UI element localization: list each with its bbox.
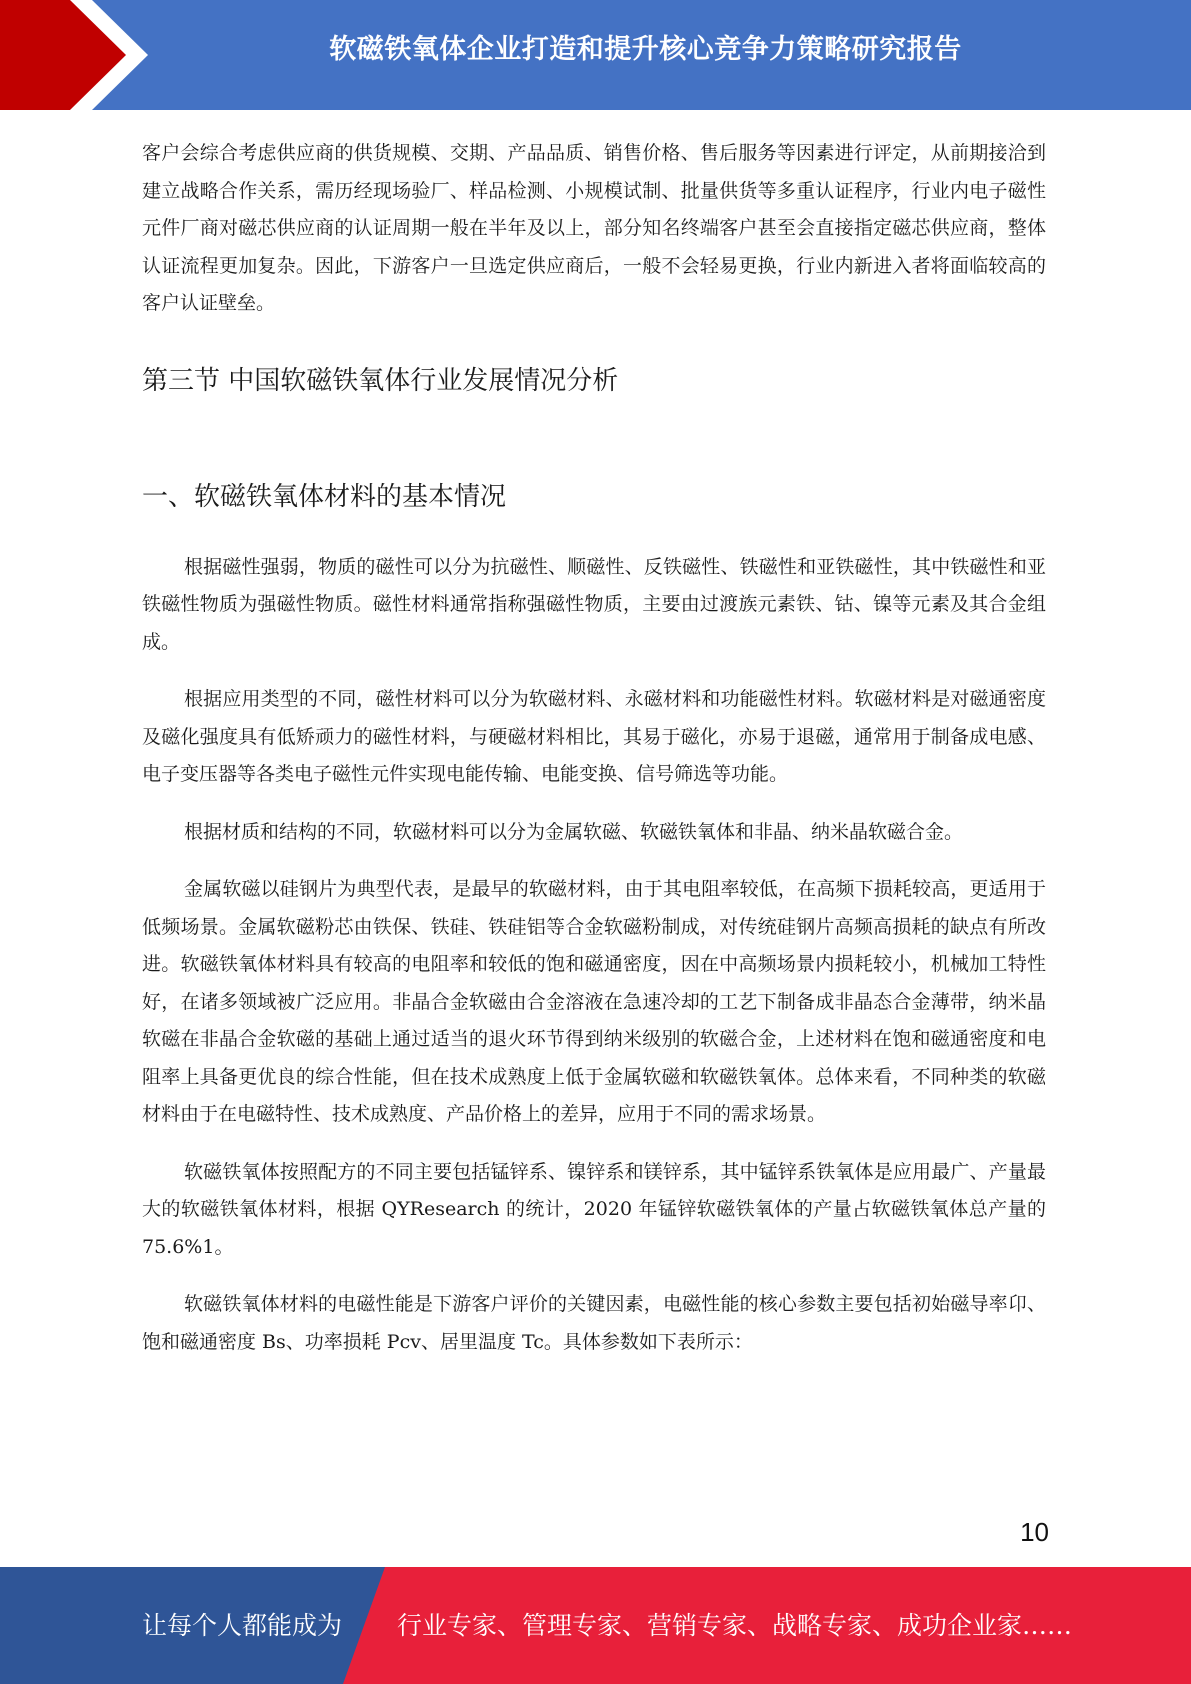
page-number: 10 [1020,1517,1049,1547]
intro-paragraph: 客户会综合考虑供应商的供货规模、交期、产品品质、销售价格、售后服务等因素进行评定，从前期接洽到建立战略合作关系，需历经现场验厂、样品检测、小规模试制、批量供货等多重认证程序，行业内电子磁性元件厂商对磁芯供应商的认证周期一般在半年及以上，部分知名终端客户甚至会直接指定磁芯供应商，整体认证流程更加复杂。因此，下游客户一旦选定供应商后，一般不会轻易更换，行业内新进入者将面临较高的客户认证壁垒。 [142,142,1046,314]
body-paragraph: 根据材质和结构的不同，软磁材料可以分为金属软磁、软磁铁氧体和非晶、纳米晶软磁合金。 [184,820,964,843]
footer-slogan-left: 让每个人都能成为 [142,1611,343,1640]
body-paragraph: 软磁铁氧体按照配方的不同主要包括锰锌系、镍锌系和镁锌系，其中锰锌系铁氧体是应用最广、产量最大的软磁铁氧体材料，根据 QYResearch 的统计，2020 年锰锌软磁铁氧体的产量占软磁铁氧体总产量的 75.6%1。 [142,1160,1046,1258]
body-paragraph: 软磁铁氧体材料的电磁性能是下游客户评价的关键因素，电磁性能的核心参数主要包括初始磁导率卬、饱和磁通密度 Bs、功率损耗 Pcv、居里温度 Tc。具体参数如下表所示： [142,1293,1046,1353]
header-chevron-decoration [0,0,150,110]
body-paragraph: 根据磁性强弱，物质的磁性可以分为抗磁性、顺磁性、反铁磁性、铁磁性和亚铁磁性，其中铁磁性和亚铁磁性物质为强磁性物质。磁性材料通常指称强磁性物质，主要由过渡族元素铁、钴、镍等元素及其合金组成。 [142,555,1046,653]
subsection-title: 一、软磁铁氧体材料的基本情况 [142,481,507,512]
section-title: 第三节 中国软磁铁氧体行业发展情况分析 [142,365,619,396]
body-paragraph: 根据应用类型的不同，磁性材料可以分为软磁材料、永磁材料和功能磁性材料。软磁材料是对磁通密度及磁化强度具有低矫顽力的磁性材料，与硬磁材料相比，其易于磁化，亦易于退磁，通常用于制备成电感、电子变压器等各类电子磁性元件实现电能传输、电能变换、信号筛选等功能。 [142,688,1046,785]
report-title: 软磁铁氧体企业打造和提升核心竞争力策略研究报告 [329,34,962,65]
body-paragraph: 金属软磁以硅钢片为典型代表，是最早的软磁材料，由于其电阻率较低，在高频下损耗较高，更适用于低频场景。金属软磁粉芯由铁保、铁硅、铁硅铝等合金软磁粉制成，对传统硅钢片高频高损耗的缺点有所改进。软磁铁氧体材料具有较高的电阻率和较低的饱和磁通密度，因在中高频场景内损耗较小，机械加工特性好，在诸多领域被广泛应用。非晶合金软磁由合金溶液在急速冷却的工艺下制备成非晶态合金薄带，纳米晶软磁在非晶合金软磁的基础上通过适当的退火环节得到纳米级别的软磁合金，上述材料在饱和磁通密度和电阻率上具备更优良的综合性能，但在技术成熟度上低于金属软磁和软磁铁氧体。总体来看，不同种类的软磁材料由于在电磁特性、技术成熟度、产品价格上的差异，应用于不同的需求场景。 [142,878,1046,1125]
page-footer [0,1567,1191,1684]
page-header [0,0,1191,110]
page-content [142,135,1046,1361]
footer-slogan-right: 行业专家、管理专家、营销专家、战略专家、成功企业家…… [397,1611,1073,1640]
